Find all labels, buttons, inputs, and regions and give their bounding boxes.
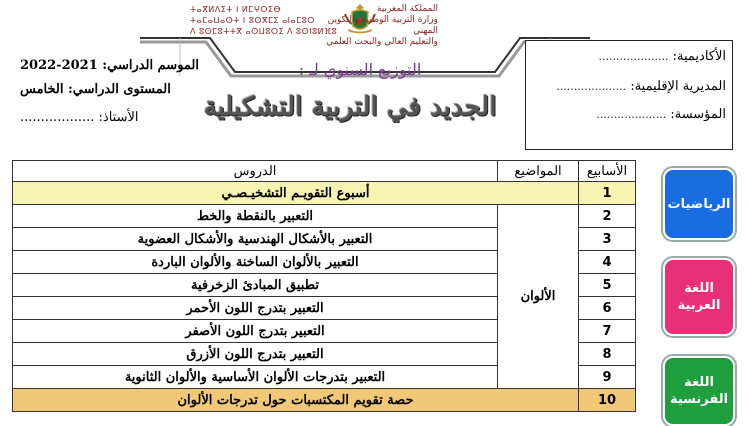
week-number: 1: [579, 182, 636, 205]
distribution-title: التوزيع السنوي لـ :: [298, 60, 422, 79]
table-header-row: [13, 161, 636, 182]
annual-distribution-table: [12, 160, 636, 412]
academy-dots: ....................: [598, 50, 669, 63]
table-row: [13, 205, 636, 228]
lesson-cell: التعبير بتدرج اللون الأصفر: [13, 320, 498, 343]
school-level: المستوى الدراسي: الخامس: [20, 82, 171, 97]
week-number: 4: [579, 251, 636, 274]
lesson-cell: التعبير بتدرجات الألوان الأساسية والألوان الثانوية: [13, 366, 498, 389]
subject-math-button[interactable]: [663, 168, 735, 240]
week-number: 8: [579, 343, 636, 366]
header-topics: المواضيع: [498, 161, 579, 182]
lesson-cell: التعبير بتدرج اللون الأزرق: [13, 343, 498, 366]
week-number: 2: [579, 205, 636, 228]
lesson-cell: أسبوع التقويـم التشخيـصـي: [13, 182, 579, 205]
table-row: [13, 182, 636, 205]
lesson-cell: التعبير بالأشكال الهندسية والأشكال العضوية: [13, 228, 498, 251]
institution-label: المؤسسة:: [670, 107, 726, 122]
academy-field: [599, 49, 726, 64]
header-lessons: الدروس: [13, 161, 498, 182]
header-weeks: الأسابيع: [579, 161, 636, 182]
week-number: 7: [579, 320, 636, 343]
subject-arabic-line: العربية: [677, 298, 721, 313]
directorate-label: المديرية الإقليمية:: [630, 79, 726, 94]
lesson-cell: التعبير بالألوان الساخنة والألوان الباردة: [13, 251, 498, 274]
ministry-tf-line: ⵜⴰⵎⴰⵡⴰⵙⵜ ⵏ ⵓⵙⴳⵎⵉ ⴰⵏⴰⵎⵓⵔ: [190, 16, 315, 25]
ministry-tf-line: ⴷ ⵓⵙⵎⵓⵜⵜⴳ ⴰⵙⵡⵓⵔⵉ ⴷ ⵓⵙⵏⵓⵍⴼⵓ: [190, 27, 338, 36]
ministry-ar-line: المملكة المغربية: [376, 4, 438, 14]
ministry-tf-line: ⵜⴰⴳⵍⴷⵉⵜ ⵏ ⵍⵎⵖⵔⵉⴱ: [190, 5, 282, 14]
ministry-ar-line: والتعليم العالي والبحث العلمي: [326, 37, 438, 47]
week-number: 9: [579, 366, 636, 389]
institution-field: [596, 107, 726, 122]
week-number: 10: [579, 389, 636, 412]
ministry-ar-line: وزارة التربية الوطنية والتكوين المهني: [327, 15, 438, 36]
directorate-dots: ....................: [556, 80, 627, 93]
subject-french-line: اللغة: [684, 375, 714, 390]
subject-math-label: الرياضيات: [667, 196, 731, 212]
subject-arabic-button[interactable]: [663, 258, 735, 336]
lesson-cell: تطبيق المبادئ الزخرفية: [13, 274, 498, 297]
table-row: [13, 389, 636, 412]
subject-french-line: الفرنسية: [669, 392, 729, 407]
institution-dots: ....................: [596, 108, 667, 121]
week-number: 5: [579, 274, 636, 297]
lesson-cell: التعبير بالنقطة والخط: [13, 205, 498, 228]
subject-arabic-label: [678, 280, 721, 314]
week-number: 3: [579, 228, 636, 251]
subject-french-label: [670, 374, 728, 408]
teacher-dots: ..................: [20, 110, 95, 125]
subject-arabic-line: اللغة: [684, 281, 714, 296]
subject-french-button[interactable]: [663, 356, 735, 426]
lesson-cell: التعبير بتدرج اللون الأحمر: [13, 297, 498, 320]
directorate-field: [556, 79, 726, 94]
page-title: الجديد في التربية التشكيلية: [203, 92, 497, 122]
topic-cell: الألوان: [498, 205, 579, 389]
week-number: 6: [579, 297, 636, 320]
lesson-cell: حصة تقويم المكتسبات حول تدرجات الألوان: [13, 389, 579, 412]
school-info-box: [525, 40, 733, 150]
academy-label: الأكاديمية:: [672, 49, 726, 64]
school-season: الموسم الدراسي: 2021-2022: [20, 58, 199, 73]
teacher-field: [20, 110, 139, 125]
teacher-label: الأستاذ:: [98, 110, 139, 125]
